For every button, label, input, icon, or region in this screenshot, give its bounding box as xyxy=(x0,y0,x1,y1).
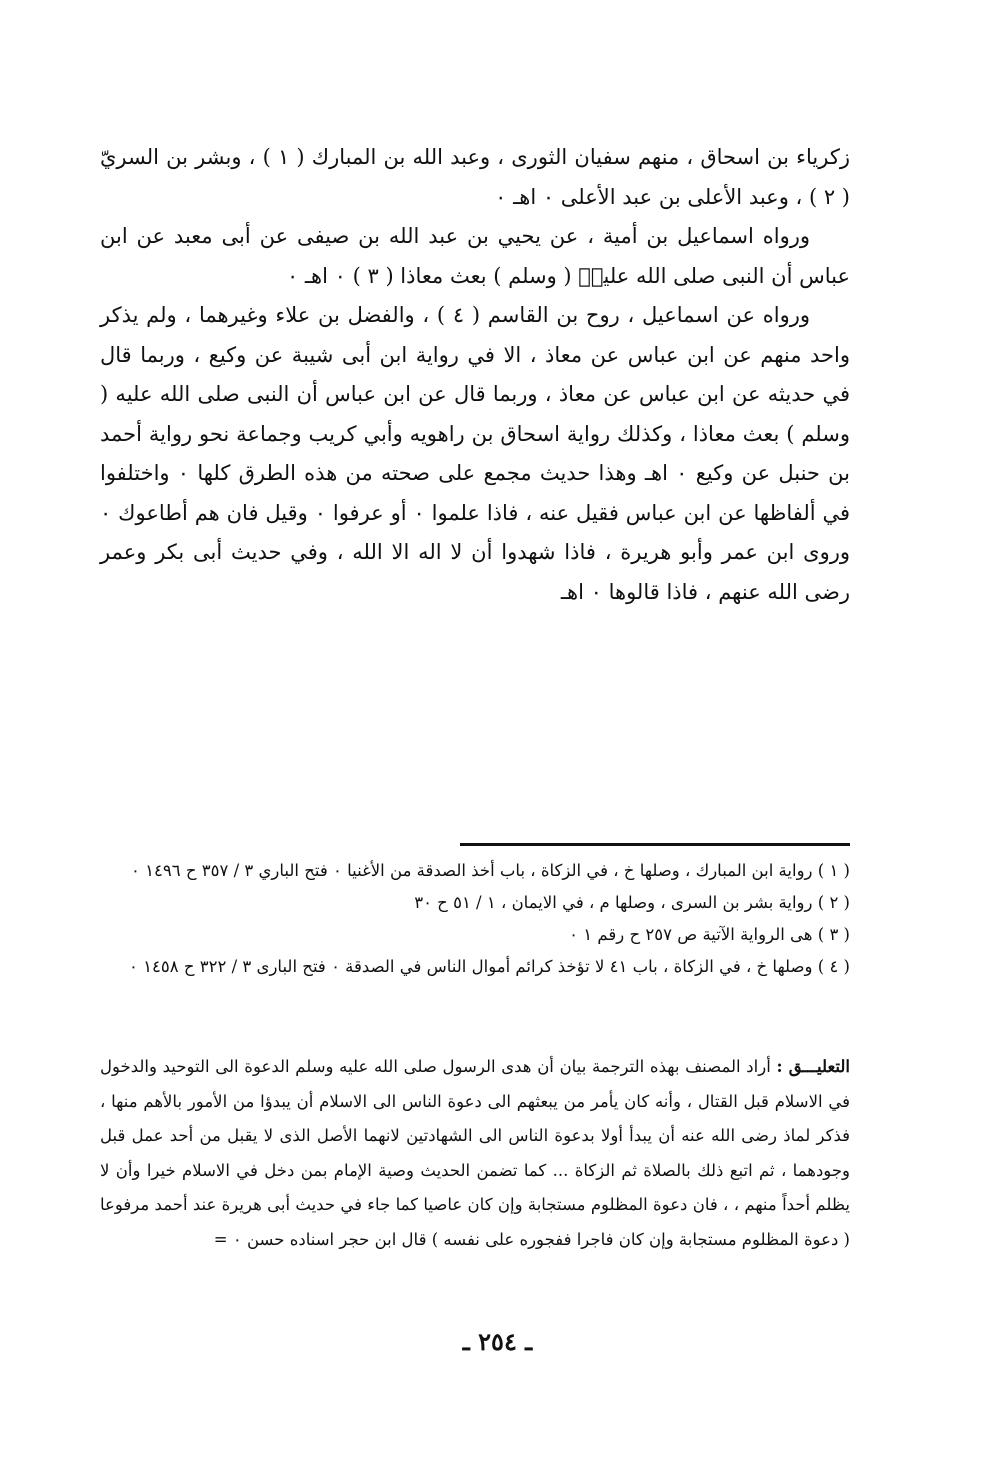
main-text xyxy=(100,138,850,612)
footnote-1: ( ١ ) رواية ابن المبارك ، وصلها خ ، في الزكاة ، باب أخذ الصدقة من الأغنيا ٠ فتح الباري ٣ / ٣٥٧ ح ١٤٩٦ ٠ xyxy=(131,861,850,880)
commentary-paragraph xyxy=(100,1050,850,1257)
commentary-text: أراد المصنف بهذه الترجمة بيان أن هدى الرسول صلى الله عليه وسلم الدعوة الى التوحيد والدخول في الاسلام قبل القتال ، وأنه كان يأمر من يبعثهم الى دعوة الناس الى الاسلام أن يبدؤا من الأمور بالأهم منها ، فذكر لماذ رضى الله عنه أن يبدأ أولا بدعوة الناس الى الشهادتين لانهما الأصل الذى لا يقبل من أحد عمل قبل وجودهما ، ثم اتبع ذلك بالصلاة ثم الزكاة ... كما تضمن الحديث وصية الإمام بمن دخل في الاسلام خيرا وأن لا يظلم أحداً منهم ، ، فان دعوة المظلوم مستجابة وإن كان عاصيا كما جاء في حديث أبى هريرة عند أحمد مرفوعا ( دعوة المظلوم مستجابة وإن كان فاجرا ففجوره على نفسه ) قال ابن حجر اسناده حسن ٠ = xyxy=(100,1057,850,1249)
footnote-3: ( ٣ ) هى الرواية الآتية ص ٢٥٧ ح رقم ١ ٠ xyxy=(569,925,850,944)
footnotes xyxy=(100,855,850,983)
body-paragraph: زكرياء بن اسحاق ، منهم سفيان الثورى ، وعبد الله بن المبارك ( ١ ) ، وبشر بن السريّ ( ٢ ) ، وعبد الأعلى بن عبد الأعلى ٠ اهـ ٠ xyxy=(100,145,851,209)
footnote-4: ( ٤ ) وصلها خ ، في الزكاة ، باب ٤١ لا تؤخذ كرائم أموال الناس في الصدقة ٠ فتح البارى ٣ / ٣٢٢ ح ١٤٥٨ ٠ xyxy=(129,957,850,976)
footnote-2: ( ٢ ) رواية بشر بن السرى ، وصلها م ، في الايمان ، ١ / ٥١ ح ٣٠ xyxy=(414,893,850,912)
commentary xyxy=(100,1050,850,1257)
body-paragraph: ورواه عن اسماعيل ، روح بن القاسم ( ٤ ) ، والفضل بن علاء وغيرهما ، ولم يذكر واحد منهم عن ابن عباس عن معاذ ، الا في رواية ابن أبى شيبة عن وكيع ، وربما قال في حديثه عن ابن عباس عن معاذ ، وربما قال عن ابن عباس أن النبى صلى الله عليه ( وسلم ) بعث معاذا ، وكذلك رواية اسحاق بن راهويه وأبي كريب وجماعة نحو رواية أحمد بن حنبل عن وكيع ٠ اهـ وهذا حديث مجمع على صحته من هذه الطرق كلها ٠ واختلفوا في ألفاظها عن ابن عباس فقيل عنه ، فاذا علموا ٠ أو عرفوا ٠ وقيل فان هم أطاعوك ٠ وروى ابن عمر وأبو هريرة ، فاذا شهدوا أن لا اله الا الله ، وفي حديث أبى بكر وعمر رضى الله عنهم ، فاذا قالوها ٠ اهـ xyxy=(100,303,851,604)
footnote-separator xyxy=(460,843,850,846)
body-paragraph: ورواه اسماعيل بن أمية ، عن يحيي بن عبد الله بن صيفى عن أبى معبد عن ابن عباس أن النبى صلى الله عليهٖ ( وسلم ) بعث معاذا ( ٣ ) ٠ اهـ ٠ xyxy=(100,224,850,288)
page-number: ـ ٢٥٤ ـ xyxy=(462,1327,533,1356)
commentary-label: التعليـــق : xyxy=(776,1057,851,1076)
